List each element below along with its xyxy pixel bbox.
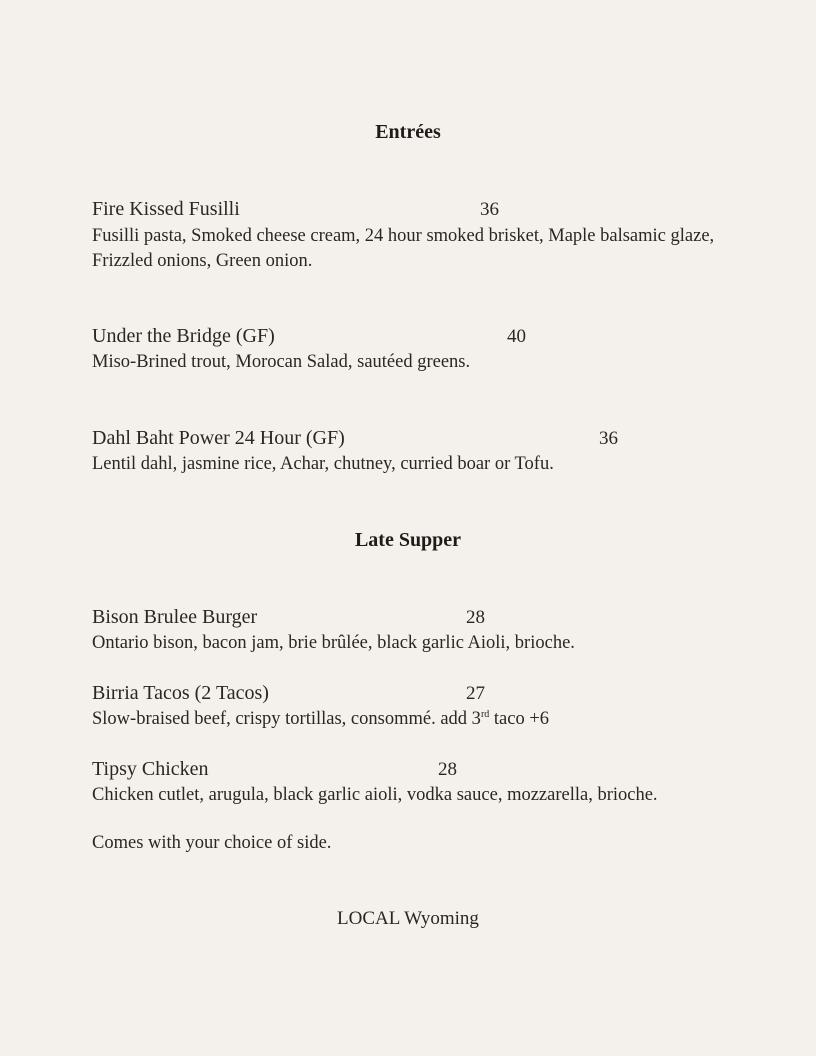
menu-item-price: 36	[599, 428, 618, 449]
description-text: Slow-braised beef, crispy tortillas, consommé. add 3	[92, 709, 481, 729]
menu-item-price: 28	[438, 759, 457, 780]
menu-item-description: Chicken cutlet, arugula, black garlic aioli, vodka sauce, mozzarella, brioche.	[92, 785, 658, 805]
menu-item-description: Lentil dahl, jasmine rice, Achar, chutney, curried boar or Tofu.	[92, 454, 554, 474]
menu-item-description	[92, 707, 722, 732]
menu-item-price: 40	[507, 326, 526, 347]
side-note: Comes with your choice of side.	[92, 833, 332, 853]
menu-item-name: Fire Kissed Fusilli	[92, 198, 240, 220]
menu-item-name: Birria Tacos (2 Tacos)	[92, 682, 269, 704]
menu-item-description: Fusilli pasta, Smoked cheese cream, 24 hour smoked brisket, Maple balsamic glaze, Frizzled onions, Green onion.	[92, 226, 715, 271]
footer-location: LOCAL Wyoming	[337, 908, 479, 929]
section-title-late-supper: Late Supper	[354, 529, 462, 551]
section-title-entrees: Entrées	[375, 121, 441, 143]
menu-item-name: Under the Bridge (GF)	[92, 325, 275, 347]
ordinal-suffix: rd	[480, 709, 490, 720]
menu-item-price: 28	[466, 607, 485, 628]
menu-item-name: Tipsy Chicken	[92, 758, 209, 780]
menu-item-price: 27	[466, 683, 485, 704]
menu-item-price: 36	[480, 199, 499, 220]
menu-item-description: Ontario bison, bacon jam, brie brûlée, black garlic Aioli, brioche.	[92, 633, 575, 653]
description-text: taco +6	[489, 709, 550, 729]
menu-item-name: Dahl Baht Power 24 Hour (GF)	[92, 427, 345, 449]
menu-item-name: Bison Brulee Burger	[92, 606, 258, 628]
menu-item-description: Miso-Brined trout, Morocan Salad, sautéed greens.	[92, 352, 471, 372]
